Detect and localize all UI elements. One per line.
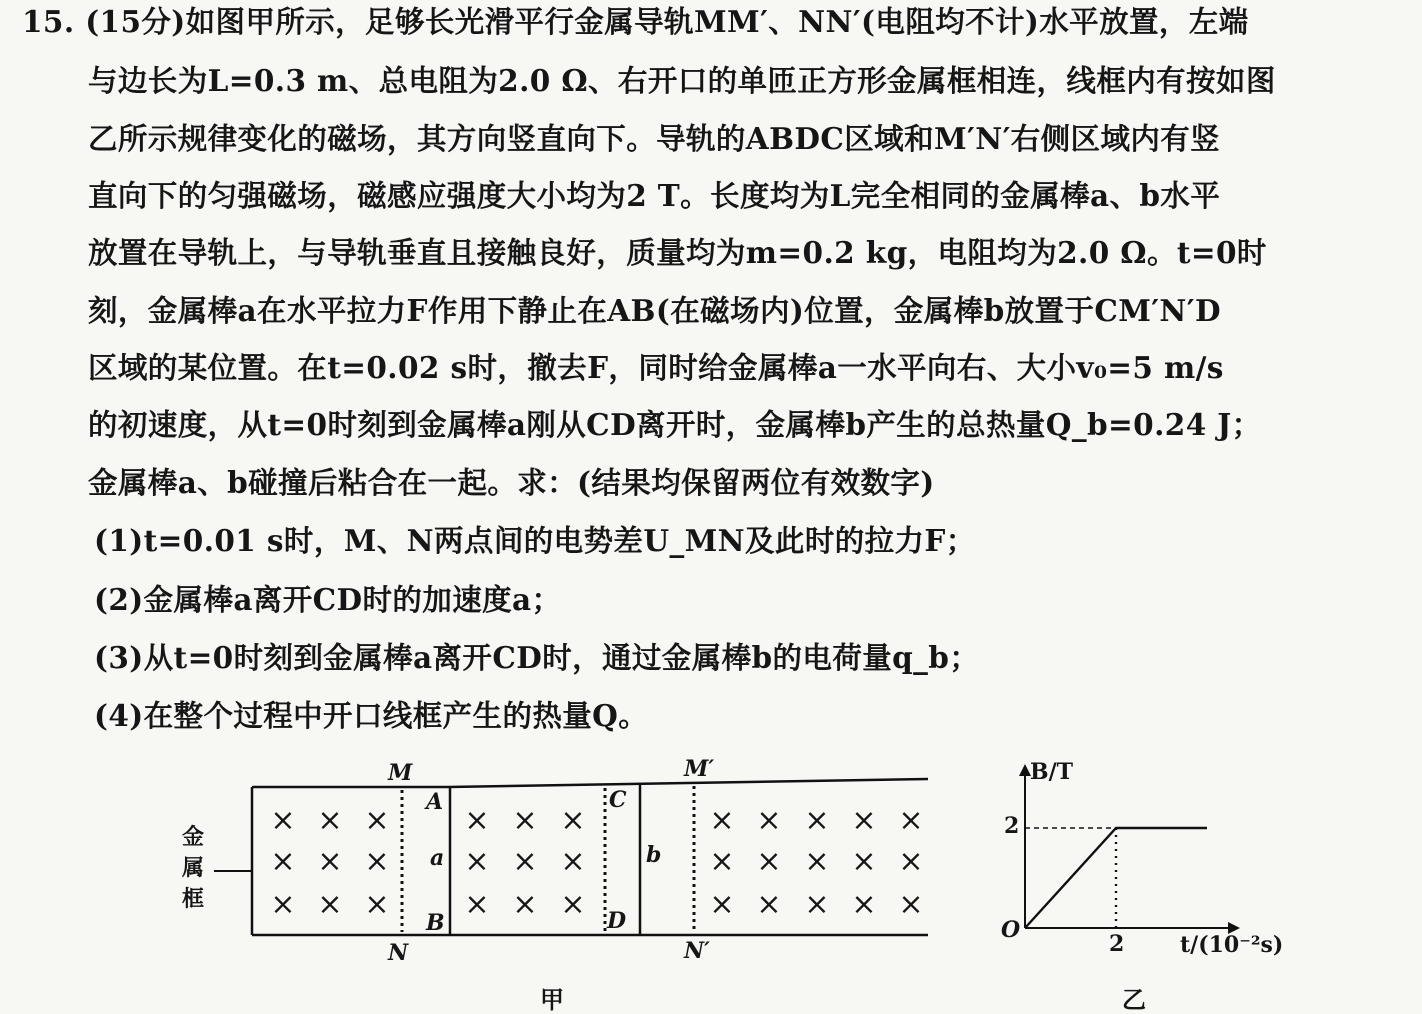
- label-b: b: [646, 842, 662, 868]
- problem-line-9: 金属棒a、b碰撞后粘合在一起。求：(结果均保留两位有效数字): [88, 465, 935, 500]
- field-cross-mark: ×: [317, 844, 343, 879]
- field-cross-mark: ×: [898, 844, 924, 879]
- field-cross-mark: ×: [898, 887, 924, 922]
- field-cross-mark: ×: [709, 887, 735, 922]
- field-cross-mark: ×: [804, 803, 830, 838]
- problem-line-6: 刻，金属棒a在水平拉力F作用下静止在AB(在磁场内)位置，金属棒b放置于CM′N′D: [88, 293, 1221, 328]
- field-cross-mark: ×: [464, 887, 490, 922]
- field-cross-mark: ×: [851, 887, 877, 922]
- figure-jia-caption: 甲: [540, 985, 564, 1014]
- field-cross-mark: ×: [464, 844, 490, 879]
- field-cross-mark: ×: [804, 887, 830, 922]
- frame-label-char-3: 框: [182, 886, 205, 912]
- field-cross-mark: ×: [512, 887, 538, 922]
- question-4: (4)在整个过程中开口线框产生的热量Q。: [94, 698, 649, 733]
- field-cross-mark: ×: [709, 803, 735, 838]
- frame-label-char-1: 金: [182, 824, 205, 850]
- label-C: C: [609, 787, 627, 813]
- field-cross-mark: ×: [560, 803, 586, 838]
- label-D: D: [607, 908, 627, 934]
- field-cross-mark: ×: [270, 803, 296, 838]
- field-cross-mark: ×: [804, 844, 830, 879]
- problem-line-3: 乙所示规律变化的磁场，其方向竖直向下。导轨的ABDC区域和M′N′右侧区域内有竖: [88, 121, 1221, 156]
- problem-line-4: 直向下的匀强磁场，磁感应强度大小均为2 T。长度均为L完全相同的金属棒a、b水平: [88, 178, 1221, 213]
- field-cross-mark: ×: [560, 844, 586, 879]
- field-cross-mark: ×: [317, 803, 343, 838]
- field-cross-mark: ×: [709, 844, 735, 879]
- field-cross-mark: ×: [364, 844, 390, 879]
- field-cross-mark: ×: [560, 887, 586, 922]
- y-axis-label: B/T: [1030, 759, 1074, 785]
- problem-line-1: 15. (15分)如图甲所示，足够长光滑平行金属导轨MM′、NN′(电阻均不计)水平放置，左端: [22, 4, 1249, 39]
- question-3: (3)从t=0时刻到金属棒a离开CD时，通过金属棒b的电荷量q_b；: [94, 640, 980, 675]
- field-cross-mark: ×: [464, 803, 490, 838]
- field-cross-mark: ×: [756, 887, 782, 922]
- field-cross-mark: ×: [898, 803, 924, 838]
- field-cross-mark: ×: [756, 803, 782, 838]
- problem-line-2: 与边长为L=0.3 m、总电阻为2.0 Ω、右开口的单匝正方形金属框相连，线框内有按如图: [88, 63, 1276, 98]
- figure-yi-caption: 乙: [1122, 985, 1146, 1014]
- problem-line-5: 放置在导轨上，与导轨垂直且接触良好，质量均为m=0.2 kg，电阻均为2.0 Ω。t=0时: [88, 235, 1267, 270]
- question-2: (2)金属棒a离开CD时的加速度a；: [94, 582, 562, 617]
- label-M-prime: M′: [684, 756, 715, 782]
- label-N-prime: N′: [684, 938, 710, 964]
- field-cross-mark: ×: [512, 803, 538, 838]
- label-a: a: [430, 845, 445, 871]
- label-B: B: [426, 910, 445, 936]
- problem-line-7: 区域的某位置。在t=0.02 s时，撤去F，同时给金属棒a一水平向右、大小v₀=5 m/s: [88, 350, 1224, 385]
- x-axis-label: t/(10⁻²s): [1180, 932, 1284, 958]
- field-cross-mark: ×: [364, 887, 390, 922]
- field-cross-mark: ×: [317, 887, 343, 922]
- field-cross-mark: ×: [364, 803, 390, 838]
- x-tick-label: 2: [1109, 931, 1125, 957]
- field-cross-mark: ×: [512, 844, 538, 879]
- label-M: M: [388, 760, 413, 786]
- field-cross-mark: ×: [851, 844, 877, 879]
- field-cross-mark: ×: [851, 803, 877, 838]
- y-tick-label: 2: [1004, 813, 1020, 839]
- label-A: A: [426, 789, 444, 815]
- field-cross-mark: ×: [756, 844, 782, 879]
- frame-label-char-2: 属: [182, 855, 205, 881]
- problem-line-8: 的初速度，从t=0时刻到金属棒a刚从CD离开时，金属棒b产生的总热量Q_b=0.24 J；: [88, 407, 1262, 442]
- label-N: N: [388, 940, 409, 966]
- origin-label: O: [1001, 917, 1021, 943]
- field-cross-mark: ×: [270, 844, 296, 879]
- field-cross-mark: ×: [270, 887, 296, 922]
- question-1: (1)t=0.01 s时，M、N两点间的电势差U_MN及此时的拉力F；: [94, 523, 976, 558]
